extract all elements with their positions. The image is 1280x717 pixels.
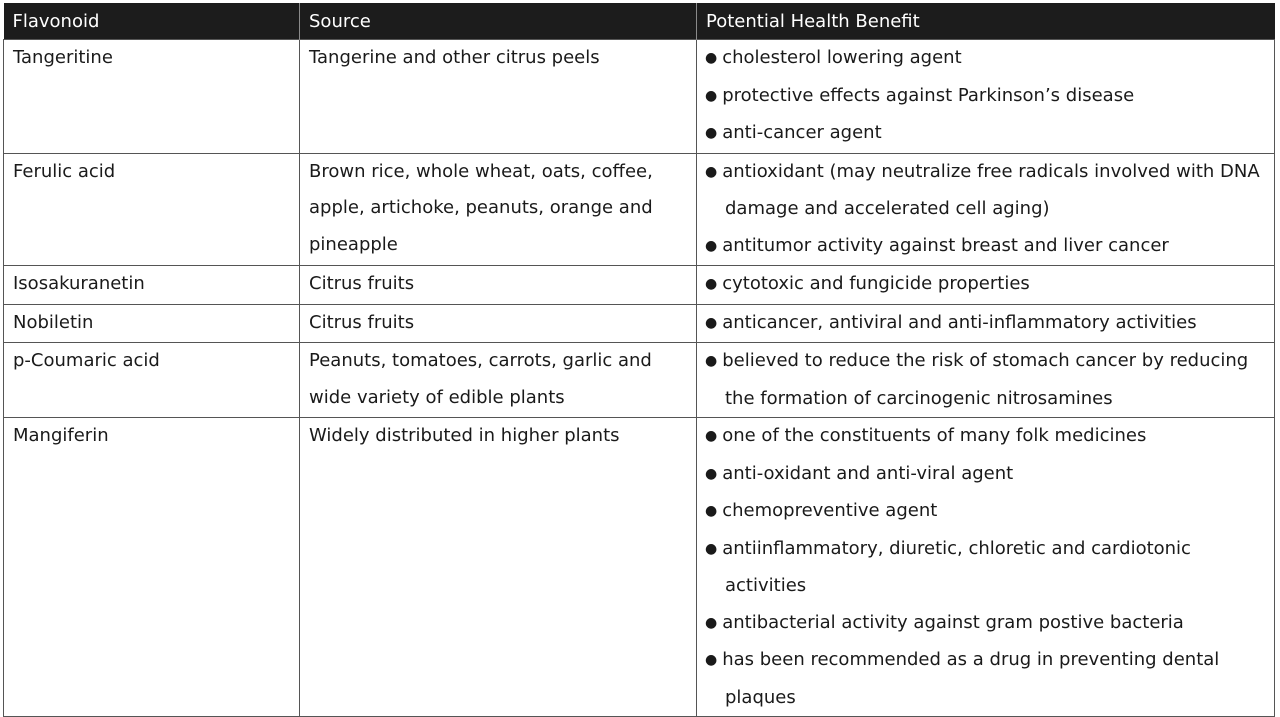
source-line: pineapple: [309, 233, 398, 255]
benefit-item: [705, 605, 1274, 643]
bullet-icon: ●: [705, 540, 718, 557]
source-line: Widely distributed in higher plants: [309, 425, 620, 446]
source-line: Brown rice, whole wheat, oats, coffee,: [309, 160, 653, 182]
source-line: Citrus fruits: [309, 311, 415, 333]
flavonoid-cell: Mangiferin: [4, 418, 300, 717]
bullet-icon: ●: [705, 465, 718, 482]
benefit-text-continued: activities: [725, 575, 807, 596]
flavonoid-cell: Ferulic acid: [4, 153, 300, 266]
benefit-item: [705, 266, 1274, 304]
source-line: Peanuts, tomatoes, carrots, garlic and: [309, 350, 652, 371]
table-row: [4, 40, 1275, 154]
table-body: [4, 40, 1275, 717]
benefit-cell: [697, 304, 1275, 343]
benefit-item: [705, 154, 1274, 192]
benefit-text: cholesterol lowering agent: [722, 47, 962, 68]
flavonoid-cell: Tangeritine: [4, 40, 300, 154]
bullet-icon: ●: [705, 353, 718, 369]
bullet-icon: ●: [705, 314, 718, 331]
benefit-cell: [697, 40, 1275, 154]
benefit-text: has been recommended as a drug in preventing dental: [722, 649, 1220, 670]
benefit-item: [705, 78, 1274, 116]
benefit-item: [705, 40, 1274, 78]
benefit-text: one of the constituents of many folk medicines: [722, 425, 1147, 446]
table-row: [4, 153, 1275, 266]
benefit-cell: [697, 266, 1275, 305]
flavonoid-cell: Nobiletin: [4, 304, 300, 343]
source-cell: [300, 153, 697, 266]
bullet-icon: ●: [705, 50, 718, 66]
benefit-text-continued: plaques: [725, 686, 796, 708]
benefit-cell: [697, 418, 1275, 717]
benefit-cell: [697, 343, 1275, 418]
bullet-icon: ●: [705, 276, 718, 292]
source-line: Citrus fruits: [309, 273, 415, 294]
flavonoid-cell: Isosakuranetin: [4, 266, 300, 305]
benefit-cell: [697, 153, 1275, 266]
benefit-text-continued: the formation of carcinogenic nitrosamines: [725, 387, 1113, 409]
benefit-item: [705, 493, 1274, 531]
table-row: [4, 266, 1275, 305]
header-flavonoid: Flavonoid: [4, 3, 300, 40]
benefit-text: believed to reduce the risk of stomach cancer by reducing: [722, 350, 1249, 371]
header-row: [4, 3, 1275, 40]
header-benefit: Potential Health Benefit: [697, 3, 1275, 40]
benefit-item: [705, 305, 1274, 343]
benefit-text: anti-oxidant and anti-viral agent: [722, 462, 1014, 484]
source-line: wide variety of edible plants: [309, 386, 565, 408]
table-row: [4, 418, 1275, 717]
bullet-icon: ●: [705, 125, 718, 141]
source-cell: [300, 304, 697, 343]
bullet-icon: ●: [705, 614, 718, 631]
source-cell: [300, 418, 697, 717]
bullet-icon: ●: [705, 163, 718, 180]
benefit-text: cytotoxic and fungicide properties: [722, 273, 1030, 294]
table-header: [4, 3, 1275, 40]
source-cell: [300, 40, 697, 154]
benefit-text: antitumor activity against breast and liver cancer: [722, 234, 1169, 256]
benefit-text: antioxidant (may neutralize free radicals involved with DNA: [722, 160, 1260, 182]
table-row: [4, 304, 1275, 343]
bullet-icon: ●: [705, 503, 718, 519]
benefit-item: [705, 228, 1274, 266]
source-line: apple, artichoke, peanuts, orange and: [309, 197, 653, 218]
source-cell: [300, 266, 697, 305]
benefit-item: [705, 456, 1274, 494]
benefit-item: [705, 343, 1274, 381]
benefit-item: [705, 531, 1274, 569]
benefit-item: [705, 115, 1274, 153]
bullet-icon: ●: [705, 237, 718, 254]
source-cell: [300, 343, 697, 418]
benefit-text-continued: damage and accelerated cell aging): [725, 198, 1050, 219]
benefit-text: protective effects against Parkinson’s disease: [722, 84, 1135, 106]
benefit-text: anticancer, antiviral and anti-inflammatory activities: [722, 311, 1197, 333]
bullet-icon: ●: [705, 428, 718, 444]
benefit-text: antiinflammatory, diuretic, chloretic and cardiotonic: [722, 537, 1191, 559]
benefit-item: [705, 418, 1274, 456]
benefit-text: antibacterial activity against gram postive bacteria: [722, 611, 1184, 633]
benefit-text: chemopreventive agent: [722, 500, 938, 521]
flavonoid-table: [3, 3, 1275, 717]
table-row: [4, 343, 1275, 418]
flavonoid-cell: p-Coumaric acid: [4, 343, 300, 418]
bullet-icon: ●: [705, 87, 718, 104]
benefit-text: anti-cancer agent: [722, 122, 882, 143]
source-line: Tangerine and other citrus peels: [309, 47, 600, 68]
header-source: Source: [300, 3, 697, 40]
benefit-item: [705, 642, 1274, 680]
bullet-icon: ●: [705, 652, 718, 668]
